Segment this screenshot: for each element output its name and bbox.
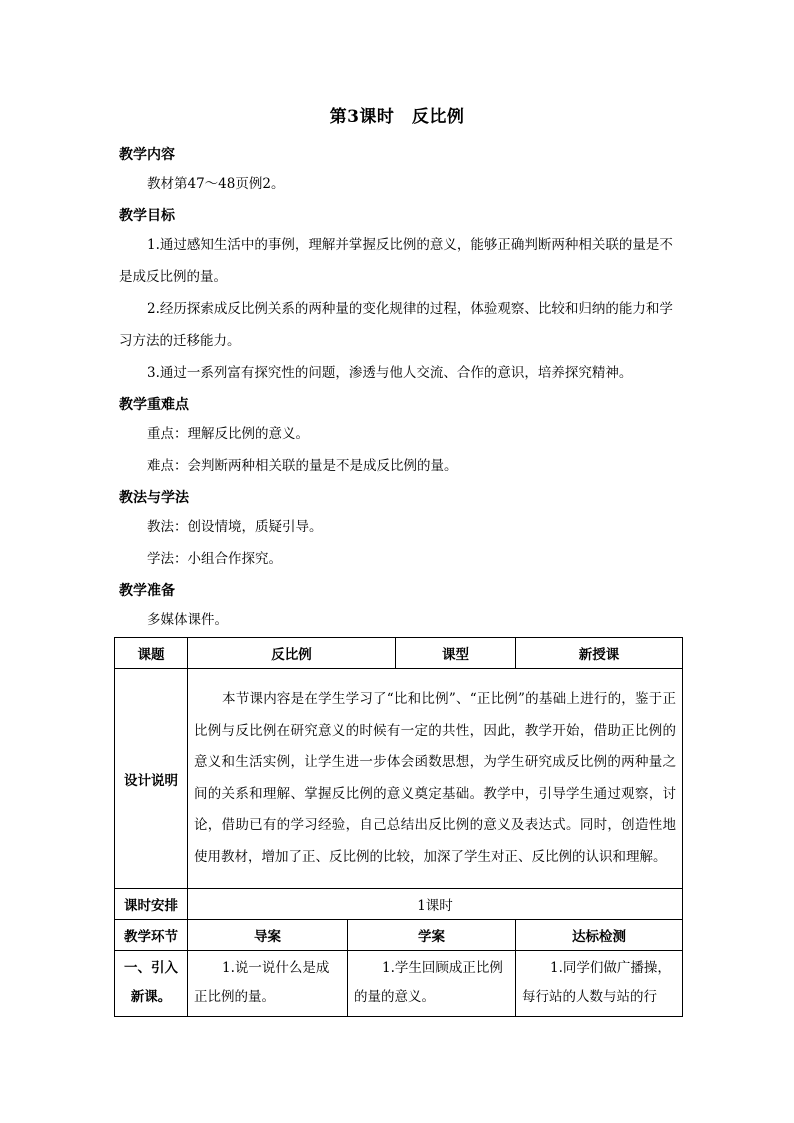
intro-check-cell: 1.同学们做广播操，每行站的人数与站的行 bbox=[516, 951, 683, 1017]
type-value-cell: 新授课 bbox=[516, 638, 683, 669]
type-label-cell: 课型 bbox=[396, 638, 516, 669]
heading-methods: 教法与学法 bbox=[119, 490, 189, 506]
design-label-cell: 设计说明 bbox=[115, 669, 188, 889]
method-teaching: 教法：创设情境，质疑引导。 bbox=[147, 519, 323, 535]
intro-stage-cell: 一、引入新课。 bbox=[115, 951, 188, 1017]
key-point-focus: 重点：理解反比例的意义。 bbox=[147, 426, 309, 442]
schedule-value-cell: 1课时 bbox=[188, 889, 683, 920]
intro-study-cell: 1.学生回顾成正比例的量的意义。 bbox=[348, 951, 516, 1017]
table-row bbox=[115, 889, 683, 920]
study-header-cell: 学案 bbox=[348, 920, 516, 951]
goal-item-3: 3.通过一系列富有探究性的问题，渗透与他人交流、合作的意识，培养探究精神。 bbox=[147, 365, 633, 381]
table-row bbox=[115, 638, 683, 669]
design-description-cell: 本节课内容是在学生学习了“比和比例”、“正比例”的基础上进行的，鉴于正比例与反比例在研究意义的时候有一定的共性，因此，教学开始，借助正比例的意义和生活实例，让学生进一步体会函数思想，为学生研究成反比例的两种量之间的关系和理解、掌握反比例的意义奠定基础。教学中，引导学生通过观察，讨论，借助已有的学习经验，自己总结出反比例的意义及表达式。同时，创造性地使用教材，增加了正、反比例的比较，加深了学生对正、反比例的认识和理解。 bbox=[188, 669, 683, 889]
guide-header-cell: 导案 bbox=[188, 920, 348, 951]
schedule-label-cell: 课时安排 bbox=[115, 889, 188, 920]
table-row bbox=[115, 669, 683, 889]
heading-teaching-content: 教学内容 bbox=[119, 147, 175, 163]
table-row bbox=[115, 920, 683, 951]
topic-value-cell: 反比例 bbox=[188, 638, 396, 669]
lesson-plan-table bbox=[114, 637, 683, 1017]
teaching-content-text: 教材第47～48页例2。 bbox=[147, 176, 285, 192]
table-row bbox=[115, 951, 683, 1017]
key-point-difficulty: 难点：会判断两种相关联的量是不是成反比例的量。 bbox=[147, 458, 458, 474]
topic-label-cell: 课题 bbox=[115, 638, 188, 669]
preparation-text: 多媒体课件。 bbox=[147, 612, 228, 628]
heading-teaching-goals: 教学目标 bbox=[119, 208, 175, 224]
method-learning: 学法：小组合作探究。 bbox=[147, 551, 282, 567]
heading-key-points: 教学重难点 bbox=[119, 397, 189, 413]
heading-preparation: 教学准备 bbox=[119, 583, 175, 599]
intro-guide-cell: 1.说一说什么是成正比例的量。 bbox=[188, 951, 348, 1017]
goal-item-1: 1.通过感知生活中的事例，理解并掌握反比例的意义，能够正确判断两种相关联的量是不是成反比例的量。 bbox=[119, 237, 673, 285]
page-title: 第3课时 反比例 bbox=[329, 107, 465, 127]
goal-item-2: 2.经历探索成反比例关系的两种量的变化规律的过程，体验观察、比较和归纳的能力和学习方法的迁移能力。 bbox=[119, 301, 673, 349]
stage-header-cell: 教学环节 bbox=[115, 920, 188, 951]
check-header-cell: 达标检测 bbox=[516, 920, 683, 951]
